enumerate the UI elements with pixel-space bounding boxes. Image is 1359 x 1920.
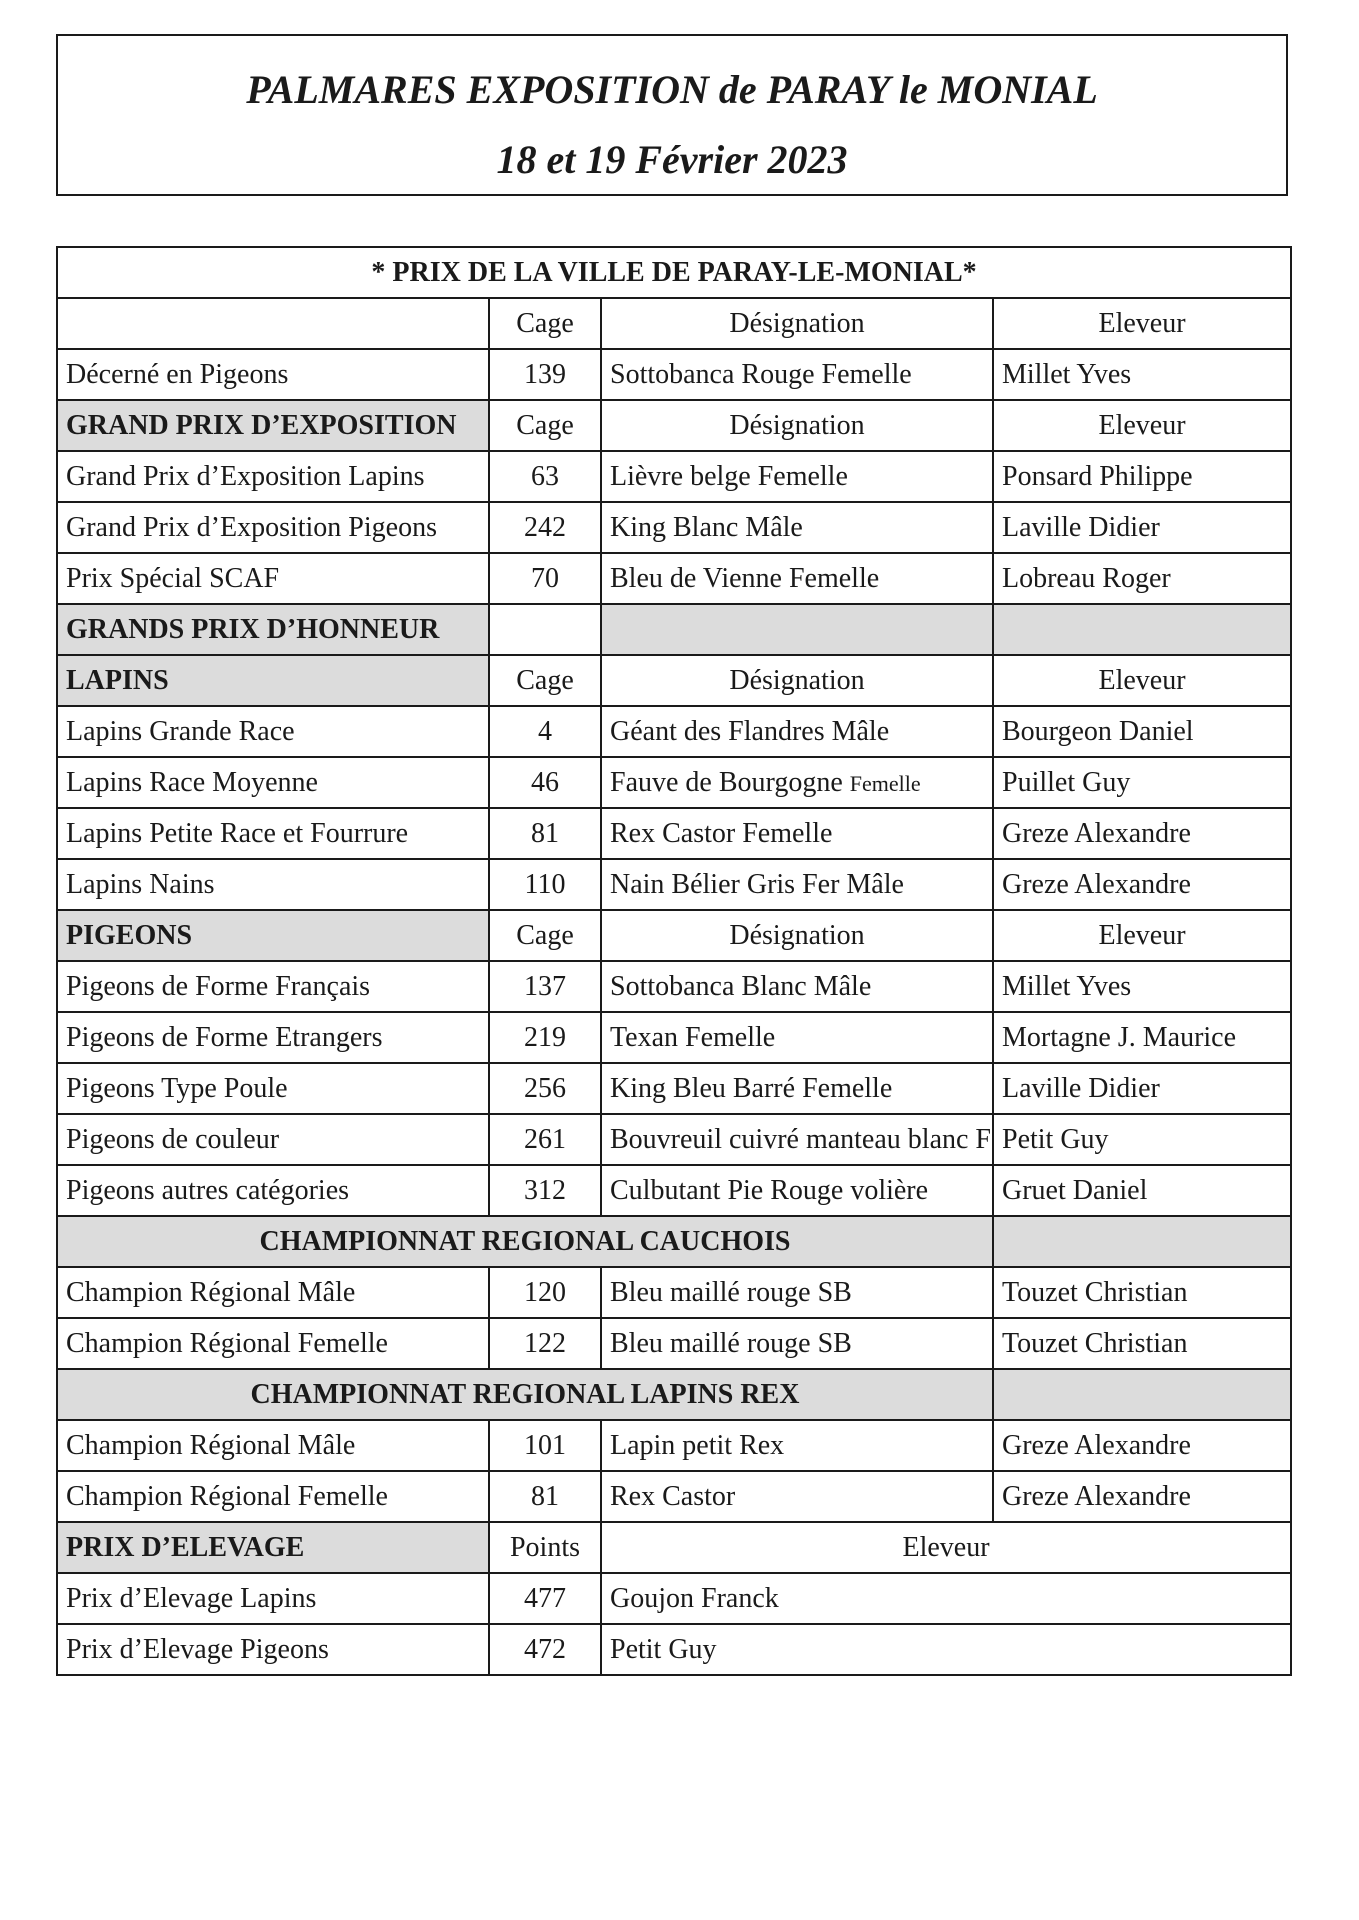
title-box — [56, 34, 1288, 196]
points-value: 477 — [489, 1573, 601, 1624]
category-label: Champion Régional Femelle — [57, 1471, 489, 1522]
col-cage-header: Cage — [489, 655, 601, 706]
category-label: Champion Régional Mâle — [57, 1420, 489, 1471]
col-designation-header: Désignation — [601, 298, 993, 349]
category-label: Pigeons autres catégories — [57, 1165, 489, 1216]
eleveur: Gruet Daniel — [993, 1165, 1291, 1216]
category-label: Pigeons de Forme Etrangers — [57, 1012, 489, 1063]
eleveur: Millet Yves — [993, 961, 1291, 1012]
designation: King Blanc Mâle — [601, 502, 993, 553]
eleveur: Lobreau Roger — [993, 553, 1291, 604]
eleveur: Greze Alexandre — [993, 1471, 1291, 1522]
category-label: Lapins Petite Race et Fourrure — [57, 808, 489, 859]
section-header-row — [57, 1216, 1291, 1267]
designation: Lièvre belge Femelle — [601, 451, 993, 502]
designation: Bleu de Vienne Femelle — [601, 553, 993, 604]
designation: Géant des Flandres Mâle — [601, 706, 993, 757]
section-header-row — [57, 400, 1291, 451]
col-cage-header: Cage — [489, 298, 601, 349]
designation-main: Fauve de Bourgogne — [610, 766, 843, 798]
category-label: Prix d’Elevage Pigeons — [57, 1624, 489, 1675]
table-row — [57, 757, 1291, 808]
designation: Rex Castor — [601, 1471, 993, 1522]
table-row — [57, 961, 1291, 1012]
category-label: Pigeons de Forme Français — [57, 961, 489, 1012]
section-heading: CHAMPIONNAT REGIONAL CAUCHOIS — [57, 1216, 993, 1267]
banner-row — [57, 247, 1291, 298]
col-designation-header: Désignation — [601, 655, 993, 706]
table-row — [57, 859, 1291, 910]
table-row — [57, 502, 1291, 553]
eleveur: Laville Didier — [993, 502, 1291, 553]
eleveur: Mortagne J. Maurice — [993, 1012, 1291, 1063]
eleveur: Greze Alexandre — [993, 859, 1291, 910]
eleveur: Greze Alexandre — [993, 1420, 1291, 1471]
empty-cell — [57, 298, 489, 349]
eleveur: Petit Guy — [993, 1114, 1291, 1165]
category-label: Prix Spécial SCAF — [57, 553, 489, 604]
designation — [601, 757, 993, 808]
empty-cell — [993, 1369, 1291, 1420]
table-row — [57, 1114, 1291, 1165]
eleveur: Touzet Christian — [993, 1267, 1291, 1318]
designation-sex: Femelle — [849, 770, 921, 796]
section-heading: GRAND PRIX D’EXPOSITION — [57, 400, 489, 451]
table-row — [57, 1318, 1291, 1369]
cage-number: 81 — [489, 808, 601, 859]
results-table-wrap — [56, 246, 1290, 1676]
page-date: 18 et 19 Février 2023 — [496, 137, 848, 182]
col-eleveur-header: Eleveur — [993, 910, 1291, 961]
cage-number: 4 — [489, 706, 601, 757]
eleveur: Millet Yves — [993, 349, 1291, 400]
designation: Lapin petit Rex — [601, 1420, 993, 1471]
eleveur: Puillet Guy — [993, 757, 1291, 808]
cage-number: 70 — [489, 553, 601, 604]
section-heading: GRANDS PRIX D’HONNEUR — [57, 604, 489, 655]
col-designation-header: Désignation — [601, 910, 993, 961]
table-row — [57, 451, 1291, 502]
cage-number: 137 — [489, 961, 601, 1012]
section-heading: CHAMPIONNAT REGIONAL LAPINS REX — [57, 1369, 993, 1420]
cage-number: 46 — [489, 757, 601, 808]
category-label: Pigeons de couleur — [57, 1114, 489, 1165]
table-row — [57, 1573, 1291, 1624]
table-row — [57, 1012, 1291, 1063]
section-header-row — [57, 604, 1291, 655]
designation: Bleu maillé rouge SB — [601, 1267, 993, 1318]
designation: Bleu maillé rouge SB — [601, 1318, 993, 1369]
cage-number: 101 — [489, 1420, 601, 1471]
category-label: Lapins Nains — [57, 859, 489, 910]
col-cage-header: Cage — [489, 400, 601, 451]
col-eleveur-header: Eleveur — [601, 1522, 1291, 1573]
section-heading: PIGEONS — [57, 910, 489, 961]
cage-number: 122 — [489, 1318, 601, 1369]
table-row — [57, 1267, 1291, 1318]
empty-cell — [489, 604, 601, 655]
table-row — [57, 1471, 1291, 1522]
col-eleveur-header: Eleveur — [993, 400, 1291, 451]
empty-cell — [993, 1216, 1291, 1267]
designation: Rex Castor Femelle — [601, 808, 993, 859]
designation: Sottobanca Rouge Femelle — [601, 349, 993, 400]
table-row — [57, 706, 1291, 757]
cage-number: 139 — [489, 349, 601, 400]
cage-number: 110 — [489, 859, 601, 910]
table-row — [57, 349, 1291, 400]
header-row — [57, 298, 1291, 349]
cage-number: 242 — [489, 502, 601, 553]
designation: Sottobanca Blanc Mâle — [601, 961, 993, 1012]
cage-number: 261 — [489, 1114, 601, 1165]
section-header-row — [57, 1369, 1291, 1420]
cage-number: 81 — [489, 1471, 601, 1522]
table-row — [57, 1624, 1291, 1675]
col-designation-header: Désignation — [601, 400, 993, 451]
category-label: Champion Régional Femelle — [57, 1318, 489, 1369]
category-label: Champion Régional Mâle — [57, 1267, 489, 1318]
table-row — [57, 1420, 1291, 1471]
table-row — [57, 808, 1291, 859]
designation: Nain Bélier Gris Fer Mâle — [601, 859, 993, 910]
empty-cell — [601, 604, 993, 655]
designation: Culbutant Pie Rouge volière — [601, 1165, 993, 1216]
section-header-row — [57, 910, 1291, 961]
section-heading: LAPINS — [57, 655, 489, 706]
points-value: 472 — [489, 1624, 601, 1675]
col-eleveur-header: Eleveur — [993, 298, 1291, 349]
category-label: Pigeons Type Poule — [57, 1063, 489, 1114]
cage-number: 256 — [489, 1063, 601, 1114]
designation: Bouvreuil cuivré manteau blanc F — [601, 1114, 993, 1165]
category-label: Prix d’Elevage Lapins — [57, 1573, 489, 1624]
designation: King Bleu Barré Femelle — [601, 1063, 993, 1114]
section-heading: PRIX D’ELEVAGE — [57, 1522, 489, 1573]
page-title: PALMARES EXPOSITION de PARAY le MONIAL — [246, 67, 1098, 112]
category-label: Lapins Race Moyenne — [57, 757, 489, 808]
col-eleveur-header: Eleveur — [993, 655, 1291, 706]
prix-ville-banner: * PRIX DE LA VILLE DE PARAY-LE-MONIAL* — [57, 247, 1291, 298]
section-header-row — [57, 655, 1291, 706]
cage-number: 63 — [489, 451, 601, 502]
eleveur: Ponsard Philippe — [993, 451, 1291, 502]
eleveur: Laville Didier — [993, 1063, 1291, 1114]
eleveur: Petit Guy — [601, 1624, 1291, 1675]
eleveur: Bourgeon Daniel — [993, 706, 1291, 757]
eleveur: Touzet Christian — [993, 1318, 1291, 1369]
col-cage-header: Cage — [489, 910, 601, 961]
results-table — [56, 246, 1292, 1676]
col-points-header: Points — [489, 1522, 601, 1573]
table-row — [57, 1063, 1291, 1114]
table-row — [57, 1165, 1291, 1216]
section-header-row — [57, 1522, 1291, 1573]
cage-number: 219 — [489, 1012, 601, 1063]
table-row — [57, 553, 1291, 604]
category-label: Grand Prix d’Exposition Lapins — [57, 451, 489, 502]
category-label: Lapins Grande Race — [57, 706, 489, 757]
category-label: Grand Prix d’Exposition Pigeons — [57, 502, 489, 553]
designation: Texan Femelle — [601, 1012, 993, 1063]
cage-number: 312 — [489, 1165, 601, 1216]
cage-number: 120 — [489, 1267, 601, 1318]
category-label: Décerné en Pigeons — [57, 349, 489, 400]
eleveur: Greze Alexandre — [993, 808, 1291, 859]
eleveur: Goujon Franck — [601, 1573, 1291, 1624]
empty-cell — [993, 604, 1291, 655]
